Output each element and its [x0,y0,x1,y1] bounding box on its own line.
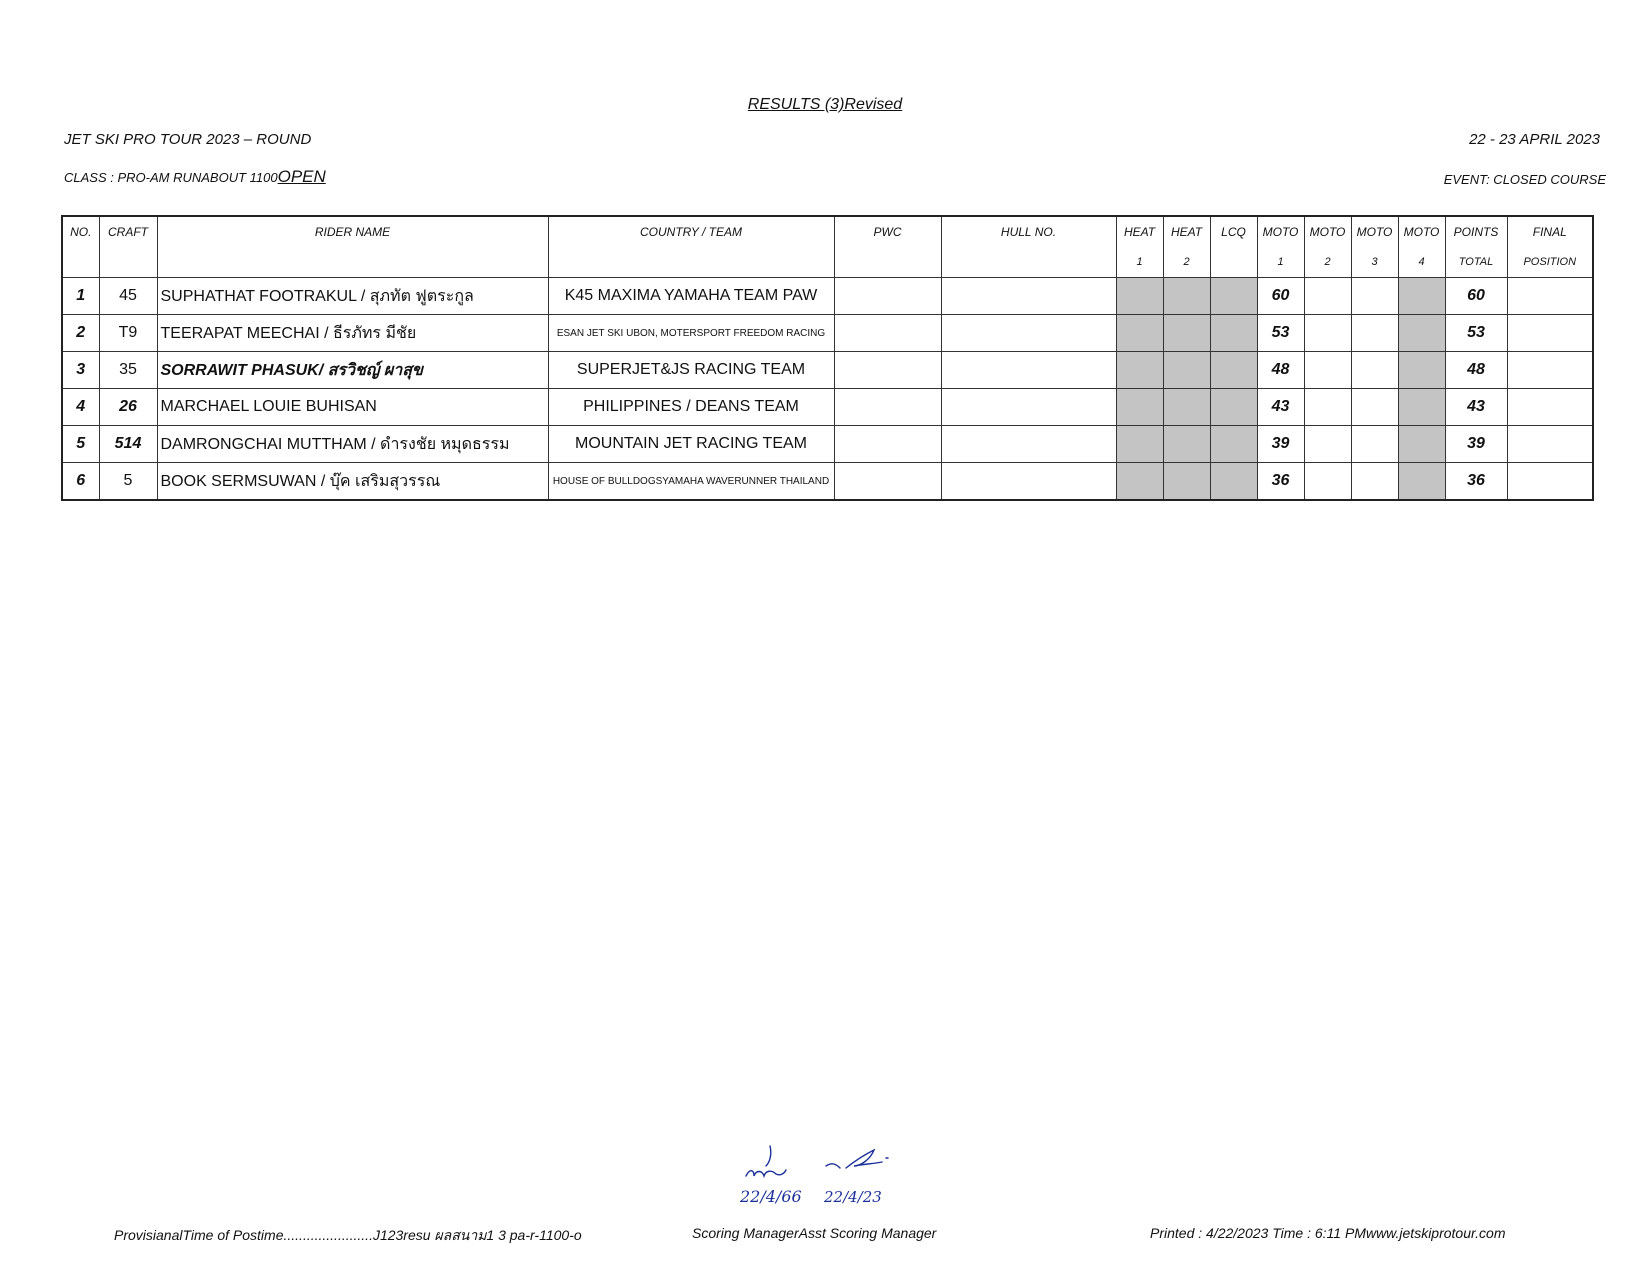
cell-heat2 [1163,315,1210,352]
cell-moto1: 39 [1257,426,1304,463]
cell-moto2 [1304,463,1351,501]
cell-team: SUPERJET&JS RACING TEAM [548,352,834,389]
col-moto3: MOTO 3 [1351,216,1398,278]
cell-no: 6 [62,463,99,501]
col-rider: RIDER NAME [157,216,548,278]
cell-rider: BOOK SERMSUWAN / บุ๊ค เสริมสุวรรณ [157,463,548,501]
cell-moto3 [1351,278,1398,315]
cell-moto3 [1351,315,1398,352]
col-heat2: HEAT 2 [1163,216,1210,278]
cell-final-position [1507,278,1593,315]
cell-hull [941,352,1116,389]
cell-heat1 [1116,426,1163,463]
cell-heat1 [1116,278,1163,315]
cell-points-total: 60 [1445,278,1507,315]
cell-team: ESAN JET SKI UBON, MOTERSPORT FREEDOM RACING [548,315,834,352]
cell-hull [941,315,1116,352]
col-no: NO. [62,216,99,278]
table-row [62,463,1593,501]
cell-moto1: 53 [1257,315,1304,352]
cell-moto4 [1398,463,1445,501]
cell-moto3 [1351,463,1398,501]
cell-no: 2 [62,315,99,352]
class-open: OPEN [277,167,326,186]
cell-craft: 45 [99,278,157,315]
cell-no: 4 [62,389,99,426]
cell-heat2 [1163,389,1210,426]
signature-date-2: 22/4/23 [824,1188,882,1206]
cell-craft: 514 [99,426,157,463]
table-header-row [62,216,1593,278]
cell-moto4 [1398,278,1445,315]
col-craft: CRAFT [99,216,157,278]
cell-final-position [1507,315,1593,352]
cell-moto2 [1304,389,1351,426]
cell-lcq [1210,352,1257,389]
cell-points-total: 43 [1445,389,1507,426]
cell-lcq [1210,389,1257,426]
cell-team: HOUSE OF BULLDOGSYAMAHA WAVERUNNER THAILAND [548,463,834,501]
col-pwc: PWC [834,216,941,278]
tour-name: JET SKI PRO TOUR 2023 – ROUND [64,131,312,148]
cell-team: MOUNTAIN JET RACING TEAM [548,426,834,463]
cell-heat1 [1116,463,1163,501]
cell-heat2 [1163,352,1210,389]
cell-team: K45 MAXIMA YAMAHA TEAM PAW [548,278,834,315]
cell-moto2 [1304,426,1351,463]
cell-points-total: 53 [1445,315,1507,352]
cell-heat2 [1163,426,1210,463]
col-points-total: POINTS TOTAL [1445,216,1507,278]
cell-heat1 [1116,352,1163,389]
cell-moto1: 36 [1257,463,1304,501]
footer-scoring: Scoring ManagerAsst Scoring Manager [692,1225,937,1241]
col-heat1: HEAT 1 [1116,216,1163,278]
footer-provisional: ProvisianalTime of Postime.......................J123resu ผลสนาม1 3 pa-r-1100-o [114,1227,582,1243]
cell-final-position [1507,389,1593,426]
cell-moto2 [1304,352,1351,389]
cell-heat1 [1116,389,1163,426]
cell-craft: 26 [99,389,157,426]
cell-moto1: 43 [1257,389,1304,426]
cell-final-position [1507,352,1593,389]
cell-points-total: 48 [1445,352,1507,389]
cell-pwc [834,315,941,352]
class-prefix: CLASS : PRO-AM RUNABOUT 1100 [64,170,278,185]
cell-heat2 [1163,463,1210,501]
event-dates: 22 - 23 APRIL 2023 [1469,131,1600,148]
cell-no: 5 [62,426,99,463]
cell-final-position [1507,463,1593,501]
table-row [62,389,1593,426]
class-label [64,167,326,187]
cell-lcq [1210,278,1257,315]
cell-lcq [1210,315,1257,352]
footer-printed: Printed : 4/22/2023 Time : 6:11 PMwww.jetskiprotour.com [1150,1225,1506,1241]
cell-moto4 [1398,352,1445,389]
cell-hull [941,463,1116,501]
page-title: RESULTS (3)Revised [747,96,903,113]
cell-pwc [834,389,941,426]
col-moto1: MOTO 1 [1257,216,1304,278]
cell-pwc [834,463,941,501]
table-row [62,352,1593,389]
table-row [62,278,1593,315]
cell-rider: TEERAPAT MEECHAI / ธีรภัทร มีชัย [157,315,548,352]
cell-hull [941,278,1116,315]
cell-moto3 [1351,389,1398,426]
col-moto2: MOTO 2 [1304,216,1351,278]
table-row [62,315,1593,352]
cell-rider: MARCHAEL LOUIE BUHISAN [157,389,548,426]
cell-rider: DAMRONGCHAI MUTTHAM / ดำรงชัย หมุดธรรม [157,426,548,463]
table-row [62,426,1593,463]
cell-no: 3 [62,352,99,389]
cell-craft: T9 [99,315,157,352]
cell-lcq [1210,426,1257,463]
cell-no: 1 [62,278,99,315]
cell-points-total: 39 [1445,426,1507,463]
cell-pwc [834,352,941,389]
col-final-position: FINAL POSITION [1507,216,1593,278]
col-hull: HULL NO. [941,216,1116,278]
signature-date-1: 22/4/66 [740,1187,802,1206]
cell-moto2 [1304,315,1351,352]
cell-heat2 [1163,278,1210,315]
cell-team: PHILIPPINES / DEANS TEAM [548,389,834,426]
cell-pwc [834,426,941,463]
cell-moto4 [1398,315,1445,352]
event-type: EVENT: CLOSED COURSE [1443,172,1606,187]
cell-pwc [834,278,941,315]
cell-moto1: 48 [1257,352,1304,389]
cell-lcq [1210,463,1257,501]
cell-hull [941,426,1116,463]
signature-1 [746,1146,786,1176]
col-moto4: MOTO 4 [1398,216,1445,278]
cell-rider: SUPHATHAT FOOTRAKUL / สุภทัต ฟูตระกูล [157,278,548,315]
cell-moto4 [1398,389,1445,426]
cell-moto4 [1398,426,1445,463]
results-table [61,215,1594,501]
cell-moto2 [1304,278,1351,315]
col-team: COUNTRY / TEAM [548,216,834,278]
cell-hull [941,389,1116,426]
signature-2 [826,1150,888,1168]
cell-craft: 5 [99,463,157,501]
cell-moto1: 60 [1257,278,1304,315]
signatures [736,1140,936,1220]
cell-craft: 35 [99,352,157,389]
col-lcq: LCQ [1210,216,1257,278]
cell-heat1 [1116,315,1163,352]
cell-rider: SORRAWIT PHASUK/ สรวิชญ์ ผาสุข [157,352,548,389]
cell-moto3 [1351,352,1398,389]
cell-moto3 [1351,426,1398,463]
cell-points-total: 36 [1445,463,1507,501]
cell-final-position [1507,426,1593,463]
